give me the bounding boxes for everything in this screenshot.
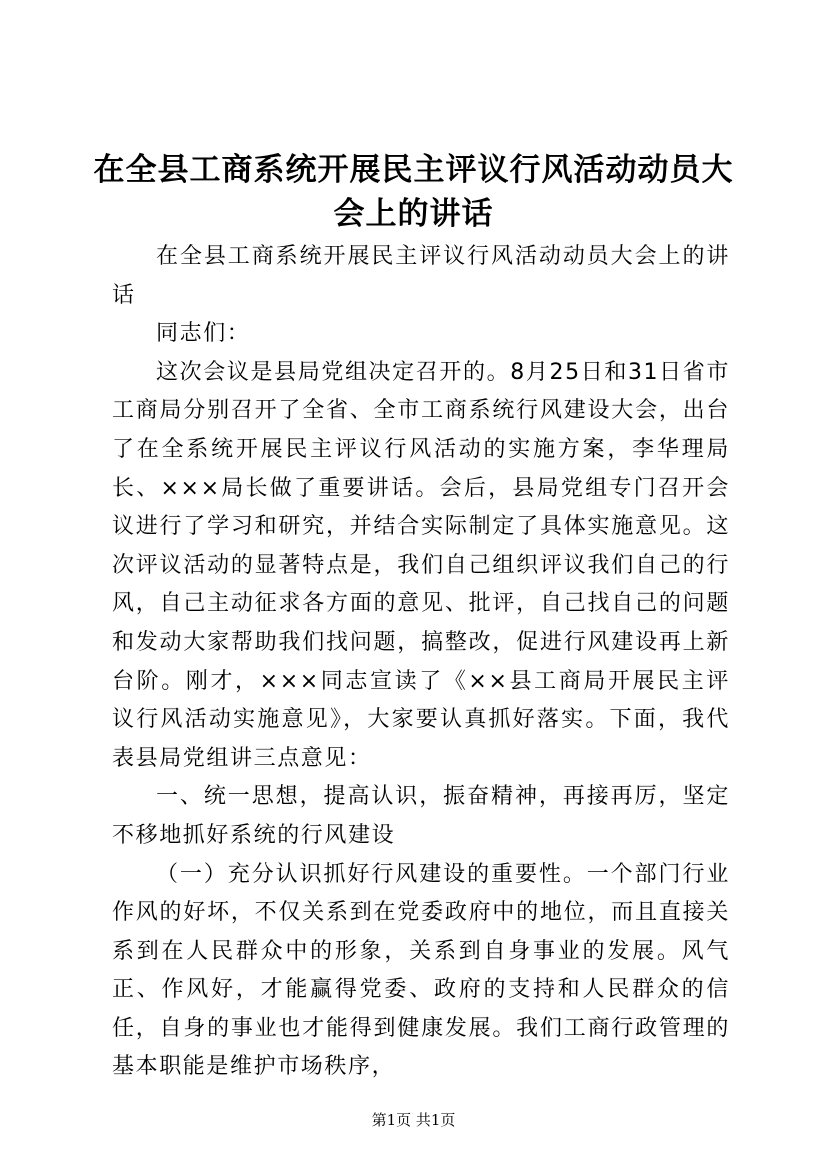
intro-paragraph: 这次会议是县局党组决定召开的。8月25日和31日省市工商局分别召开了全省、全市工商系统行风建设大会，出台了在全系统开展民主评议行风活动的实施方案，李华理局长、×××局长做了重要讲话。会后，县局党组专门召开会议进行了学习和研究，并结合实际制定了具体实施意见。这次评议活动的显著特点是，我们自己组织评议我们自己的行风，自己主动征求各方面的意见、批评，自己找自己的问题和发动大家帮助我们找问题，搞整改，促进行风建设再上新台阶。刚才，×××同志宣读了《××县工商局开展民主评议行风活动实施意见》，大家要认真抓好落实。下面，我代表县局党组讲三点意见：	[112, 359, 730, 771]
subsection-paragraph-1: （一）充分认识抓好行风建设的重要性。一个部门行业作风的好坏，不仅关系到在党委政府中的地位，而且直接关系到在人民群众中的形象，关系到自身事业的发展。风气正、作风好，才能赢得党委、政府的支持和人民群众的信任，自身的事业也才能得到健康发展。我们工商行政管理的基本职能是维护市场秩序，	[112, 861, 730, 1080]
document-title: 在全县工商系统开展民主评议行风活动动员大会上的讲话	[93, 152, 734, 232]
body-subtitle-paragraph: 在全县工商系统开展民主评议行风活动动员大会上的讲话	[112, 244, 730, 308]
salutation-paragraph: 同志们：	[156, 321, 251, 347]
section-heading-1: 一、统一思想，提高认识，振奋精神，再接再厉，坚定不移地抓好系统的行风建设	[112, 784, 730, 848]
document-body	[112, 238, 730, 1087]
page-number-footer: 第1页 共1页	[371, 1111, 456, 1129]
